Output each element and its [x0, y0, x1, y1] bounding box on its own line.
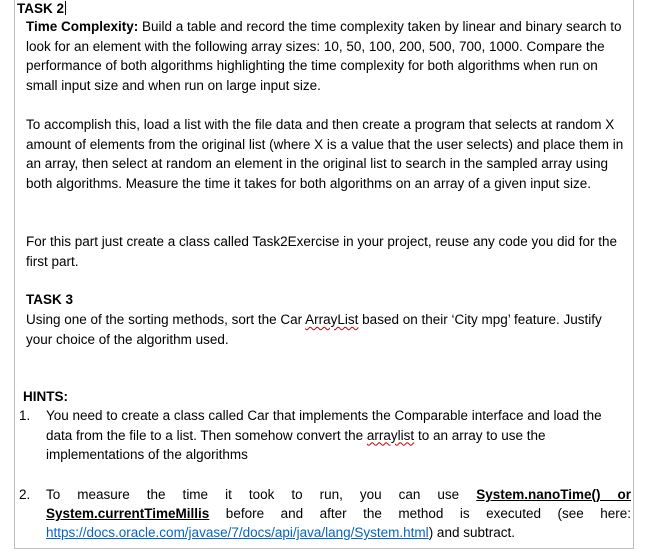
hint-2-after: ) and subtract. [428, 525, 515, 540]
time-complexity-label: Time Complexity: [26, 19, 139, 34]
task3-heading: TASK 3 [26, 292, 74, 307]
hint-1-number: 1. [19, 408, 31, 423]
hint-2-text [46, 485, 631, 542]
oracle-docs-link[interactable]: https://docs.oracle.com/javase/7/docs/api/java/lang/System.html [46, 525, 429, 540]
hint-1-text [46, 406, 631, 465]
hint-2-before: To measure the time it took to run, you can use [46, 487, 477, 502]
task2-heading: TASK 2 [17, 1, 65, 16]
hint-1-after: to an array to use the implementations of the algorithms [46, 427, 546, 463]
task2-paragraph-2: To accomplish this, load a list with the file data and then create a program that selects at random X amount of elements from the original list (where X is a value that the user selects) and place them in an array, then select at random an element in the original list to search in the sampled array using both algorithms. Measure the time it takes for both algorithms on an array of a given input size. [26, 117, 624, 191]
task3-paragraph [26, 310, 631, 349]
task3-text-before: Using one of the sorting methods, sort the Car [26, 312, 306, 327]
document-page [14, 0, 634, 549]
text-cursor [65, 1, 66, 15]
arraylist-word-hint: arraylist [366, 427, 415, 443]
hint-2-middle: before and after the method is executed (see here: [209, 506, 631, 521]
system-nanotime-code: System.nanoTime() or System.currentTimeMillis [46, 487, 631, 521]
task2-paragraph-3: For this part just create a class called Task2Exercise in your project, reuse any code you did for the first part. [26, 234, 618, 269]
task2-paragraph-1 [26, 17, 631, 95]
hint-2-number: 2. [19, 487, 31, 502]
hints-heading: HINTS: [23, 389, 68, 404]
hint-item-2 [19, 485, 631, 545]
arraylist-word: ArrayList [305, 312, 359, 327]
hint-1-before: You need to create a class called Car that implements the Comparable interface and load the data from the file to a list. Then somehow convert the [46, 408, 602, 443]
task2-paragraph-1-text: Build a table and record the time complexity taken by linear and binary search to look for an element with the following array sizes: 10, 50, 100, 200, 500, 700, 1000. Compare the performance of both algorithms highlighting the time complexity for both algorithms when run on small input size and when run on large input size. [26, 19, 622, 93]
task3-text-after: based on their ‘City mpg’ feature. Justify your choice of the algorithm used. [26, 312, 602, 347]
hint-item-1 [19, 406, 631, 466]
